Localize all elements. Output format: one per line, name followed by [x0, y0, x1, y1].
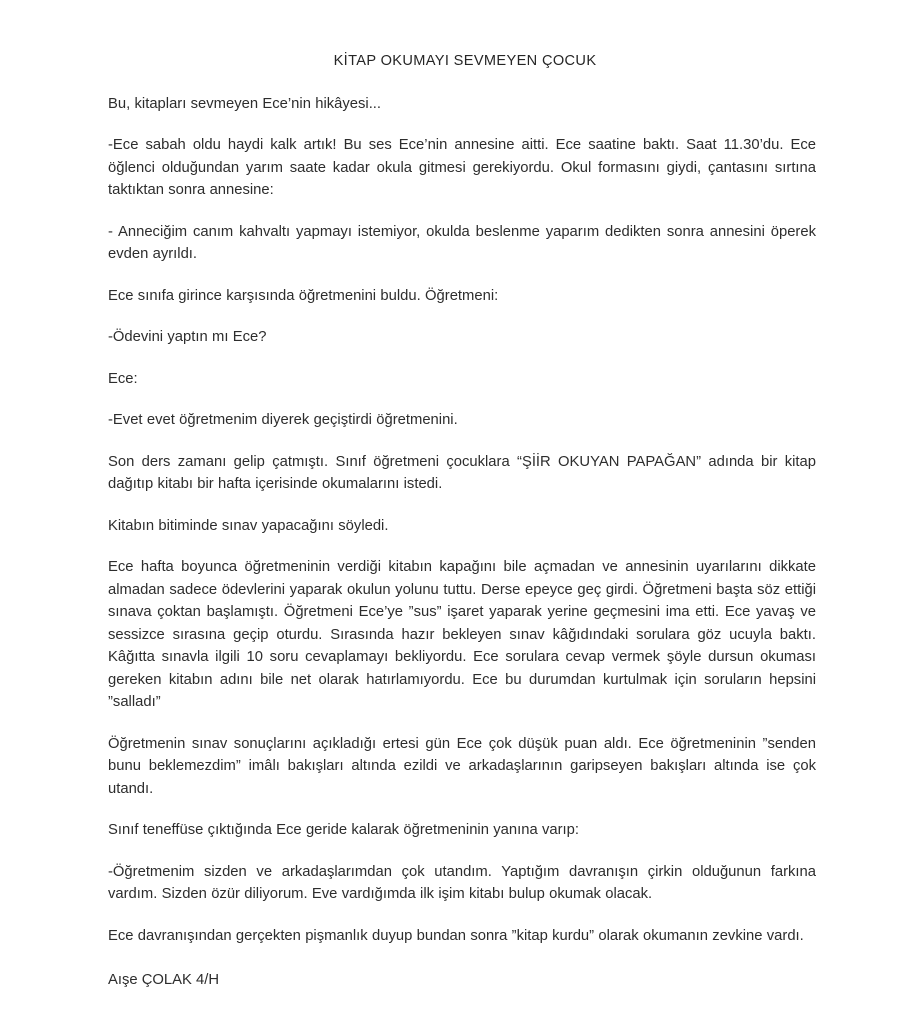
paragraph-conclusion: Ece davranışından gerçekten pişmanlık duyup bundan sonra ”kitap kurdu” olarak okumanın zevkine vardı.	[108, 927, 804, 944]
paragraph-results: Öğretmenin sınav sonuçlarını açıkladığı ertesi gün Ece çok düşük puan aldı. Ece öğretmeninin ”senden bunu beklemezdim” imâlı bakışları altında ezildi ve arkadaşlarının garipseyen bakışları altında ise çok utandı.	[108, 735, 816, 797]
paragraph-classroom-entry: Ece sınıfa girince karşısında öğretmenini buldu. Öğretmeni:	[108, 287, 499, 304]
author-signature: Aışe ÇOLAK 4/H	[108, 972, 220, 989]
paragraph-ece-answer: -Evet evet öğretmenim diyerek geçiştirdi öğretmenini.	[108, 412, 458, 429]
paragraph-exam-announcement: Kitabın bitiminde sınav yapacağını söyledi.	[108, 517, 389, 534]
paragraph-exam-day: Ece hafta boyunca öğretmeninin verdiği kitabın kapağını bile açmadan ve annesinin uyarılarını dikkate almadan sadece ödevlerini yaparak okulun yolunu tuttu. Derse epeyce geç girdi. Öğretmeni başta söz ettiği sınava çoktan başlamıştı. Öğretmeni Ece’ye ”sus” işaret yaparak yerine geçmesini ima etti. Ece yavaş ve sessizce sırasına geçip oturdu. Sırasında hazır bekleyen sınav kâğıdındaki sorulara göz ucuyla baktı. Kâğıtta sınavla ilgili 10 soru cevaplamayı bekliyordu. Ece sorulara cevap vermek şöyle dursun okuması gereken kitabın adını bile net olarak hatırlamıyordu. Ece bu durumdan kurtulmak için soruların hepsini ”salladı”	[108, 559, 816, 711]
paragraph-intro: Bu, kitapları sevmeyen Ece’nin hikâyesi...	[108, 95, 382, 112]
document-body	[108, 52, 816, 991]
paragraph-recess: Sınıf teneffüse çıktığında Ece geride kalarak öğretmeninin yanına varıp:	[108, 822, 579, 839]
paragraph-apology: -Öğretmenim sizden ve arkadaşlarımdan çok utandım. Yaptığım davranışın çirkin olduğunun farkına vardım. Sizden özür diliyorum. Eve vardığımda ilk işim kitabı bulup okumak olacak.	[108, 863, 816, 903]
paragraph-homework-question: -Ödevini yaptın mı Ece?	[108, 329, 267, 346]
paragraph-morning-scene: -Ece sabah oldu haydi kalk artık! Bu ses Ece’nin annesine aitti. Ece saatine baktı. Saat 11.30’du. Ece öğlenci olduğundan yarım saate kadar okula gitmesi gerekiyordu. Okul formasını giydi, çantasını sırtına taktıktan sonra annesine:	[108, 137, 816, 199]
page-title: KİTAP OKUMAYI SEVMEYEN ÇOCUK	[333, 53, 597, 69]
paragraph-breakfast-dialogue: - Anneciğim canım kahvaltı yapmayı istemiyor, okulda beslenme yaparım dedikten sonra annesini öperek evden ayrıldı.	[108, 223, 816, 263]
paragraph-ece-label: Ece:	[108, 370, 138, 387]
paragraph-book-assignment: Son ders zamanı gelip çatmıştı. Sınıf öğretmeni çocuklara “ŞİİR OKUYAN PAPAĞAN” adında bir kitap dağıtıp kitabı bir hafta içerisinde okumalarını istedi.	[108, 453, 816, 493]
